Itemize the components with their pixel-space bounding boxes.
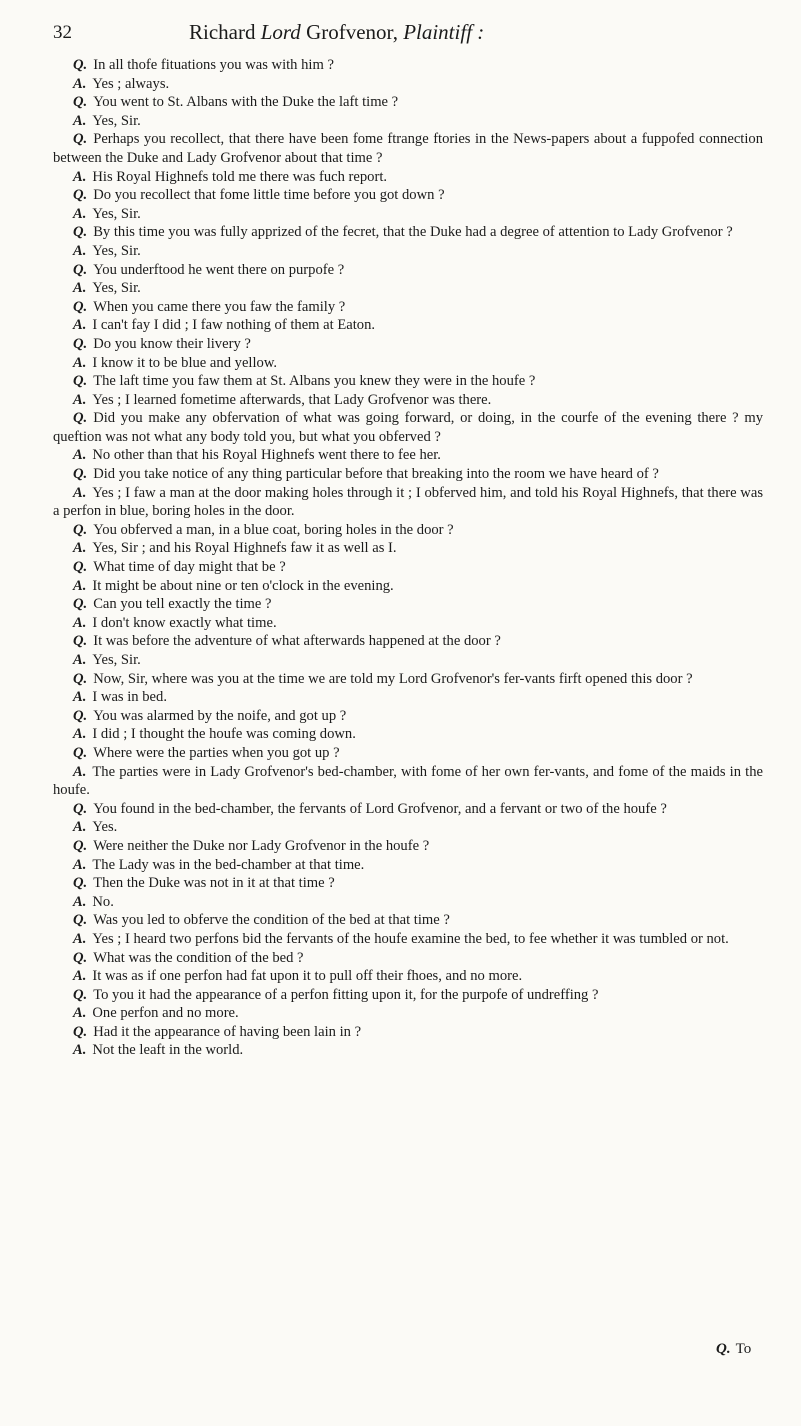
line-text: Yes, Sir.	[92, 205, 141, 222]
question-line	[53, 558, 763, 577]
speaker-label: Q.	[73, 800, 88, 817]
catchword-text: To	[735, 1341, 752, 1357]
catchword-speaker: Q.	[716, 1341, 731, 1357]
line-text: His Royal Highnefs told me there was fuch report.	[92, 168, 388, 185]
line-text: Yes ; I heard two perfons bid the fervants of the houfe examine the bed, to fee whether it was tumbled or not.	[92, 930, 729, 947]
speaker-label: A.	[73, 484, 87, 501]
transcript-body	[53, 56, 763, 1060]
speaker-label: A.	[73, 968, 87, 985]
line-text: Then the Duke was not in it at that time ?	[93, 875, 335, 892]
speaker-label: Q.	[73, 707, 88, 724]
line-text: You underftood he went there on purpofe ?	[93, 261, 345, 278]
line-text: You found in the bed-chamber, the fervants of Lord Grofvenor, and a fervant or two of the houfe ?	[93, 800, 667, 817]
page-number: 32	[53, 22, 72, 43]
line-text: It might be about nine or ten o'clock in the evening.	[92, 577, 394, 594]
answer-line	[53, 446, 763, 465]
speaker-label: A.	[73, 354, 87, 371]
line-text: Had it the appearance of having been lain in ?	[93, 1023, 362, 1040]
speaker-label: Q.	[73, 224, 88, 241]
speaker-label: A.	[73, 447, 87, 464]
question-line	[53, 93, 763, 112]
speaker-label: A.	[73, 930, 87, 947]
speaker-label: Q.	[73, 131, 88, 148]
speaker-label: A.	[73, 614, 87, 631]
line-text: No.	[92, 893, 114, 910]
answer-line	[53, 205, 763, 224]
speaker-label: Q.	[73, 94, 88, 111]
line-text: Yes ; always.	[92, 75, 170, 92]
line-text: Yes ; I learned fometime afterwards, that Lady Grofvenor was there.	[92, 391, 492, 408]
question-line	[53, 707, 763, 726]
question-line	[53, 56, 763, 75]
question-line	[53, 911, 763, 930]
speaker-label: Q.	[73, 744, 88, 761]
line-text: Did you make any obfervation of what was going forward, or doing, in the courfe of the evening there ? my queftion was not what any body told you, but what you obferved ?	[53, 410, 763, 445]
answer-line	[53, 967, 763, 986]
line-text: I was in bed.	[92, 689, 167, 706]
answer-line	[53, 818, 763, 837]
question-line	[53, 744, 763, 763]
question-line	[53, 595, 763, 614]
line-text: Do you recollect that fome little time before you got down ?	[93, 187, 445, 204]
speaker-label: A.	[73, 540, 87, 557]
line-text: What time of day might that be ?	[93, 559, 286, 576]
question-line	[53, 874, 763, 893]
speaker-label: Q.	[73, 1023, 88, 1040]
line-text: You obferved a man, in a blue coat, boring holes in the door ?	[93, 521, 454, 538]
speaker-label: Q.	[73, 875, 88, 892]
question-line	[53, 632, 763, 651]
speaker-label: A.	[73, 168, 87, 185]
line-text: By this time you was fully apprized of the fecret, that the Duke had a degree of attention to Lady Grofvenor ?	[93, 224, 733, 241]
answer-line	[53, 688, 763, 707]
question-line	[53, 298, 763, 317]
speaker-label: Q.	[73, 912, 88, 929]
answer-line	[53, 577, 763, 596]
answer-line	[53, 75, 763, 94]
answer-line	[53, 354, 763, 373]
question-line	[53, 261, 763, 280]
speaker-label: Q.	[73, 57, 88, 73]
title-lord: Lord	[260, 20, 301, 44]
answer-line	[53, 168, 763, 187]
line-text: Now, Sir, where was you at the time we are told my Lord Grofvenor's fer-vants firft opened this door ?	[93, 670, 693, 687]
line-text: Can you tell exactly the time ?	[93, 596, 272, 613]
line-text: No other than that his Royal Highnefs went there to fee her.	[92, 447, 441, 464]
line-text: I did ; I thought the houfe was coming down.	[92, 726, 356, 743]
answer-line	[53, 484, 763, 521]
line-text: You went to St. Albans with the Duke the laft time ?	[93, 94, 399, 111]
speaker-label: Q.	[73, 670, 88, 687]
speaker-label: A.	[73, 112, 87, 129]
speaker-label: Q.	[73, 373, 88, 390]
line-text: Yes.	[92, 819, 118, 836]
line-text: In all thofe fituations you was with him ?	[93, 57, 334, 73]
question-line	[53, 837, 763, 856]
speaker-label: Q.	[73, 521, 88, 538]
answer-line	[53, 279, 763, 298]
line-text: You was alarmed by the noife, and got up ?	[93, 707, 347, 724]
speaker-label: A.	[73, 280, 87, 297]
speaker-label: Q.	[73, 466, 88, 483]
line-text: What was the condition of the bed ?	[93, 949, 304, 966]
line-text: The laft time you faw them at St. Albans you knew they were in the houfe ?	[93, 373, 536, 390]
line-text: Was you led to obferve the condition of the bed at that time ?	[93, 912, 450, 929]
answer-line	[53, 930, 763, 949]
line-text: Yes, Sir.	[92, 242, 141, 259]
speaker-label: A.	[73, 689, 87, 706]
line-text: Yes, Sir.	[92, 112, 141, 129]
running-header	[53, 20, 761, 48]
line-text: I don't know exactly what time.	[92, 614, 277, 631]
speaker-label: A.	[73, 242, 87, 259]
answer-line	[53, 1041, 763, 1060]
line-text: It was before the adventure of what afterwards happened at the door ?	[93, 633, 501, 650]
line-text: Yes, Sir.	[92, 652, 141, 668]
speaker-label: Q.	[73, 986, 88, 1003]
speaker-label: Q.	[73, 949, 88, 966]
line-text: Were neither the Duke nor Lady Grofvenor in the houfe ?	[93, 837, 430, 854]
line-text: I know it to be blue and yellow.	[92, 354, 278, 371]
speaker-label: A.	[73, 1042, 87, 1059]
question-line	[53, 130, 763, 167]
page-title	[189, 20, 484, 45]
answer-line	[53, 651, 763, 670]
line-text: Perhaps you recollect, that there have been fome ftrange ftories in the News-papers about a fuppofed connection between the Duke and Lady Grofvenor about that time ?	[53, 131, 763, 166]
question-line	[53, 1023, 763, 1042]
line-text: Where were the parties when you got up ?	[93, 744, 340, 761]
line-text: Do you know their livery ?	[93, 335, 251, 352]
question-line	[53, 986, 763, 1005]
answer-line	[53, 1004, 763, 1023]
question-line	[53, 372, 763, 391]
speaker-label: Q.	[73, 261, 88, 278]
title-surname: Grofvenor,	[306, 20, 398, 44]
speaker-label: Q.	[73, 187, 88, 204]
speaker-label: A.	[73, 652, 87, 668]
line-text: Yes ; I faw a man at the door making holes through it ; I obferved him, and told his Royal Highnefs, that there was a perfon in blue, boring holes in the door.	[53, 484, 763, 520]
line-text: Did you take notice of any thing particular before that breaking into the room we have heard of ?	[93, 466, 659, 483]
question-line	[53, 670, 763, 689]
speaker-label: A.	[73, 726, 87, 743]
speaker-label: A.	[73, 819, 87, 836]
speaker-label: A.	[73, 893, 87, 910]
line-text: Not the leaft in the world.	[92, 1042, 244, 1059]
speaker-label: Q.	[73, 410, 88, 427]
speaker-label: A.	[73, 391, 87, 408]
answer-line	[53, 856, 763, 875]
question-line	[53, 800, 763, 819]
answer-line	[53, 725, 763, 744]
answer-line	[53, 893, 763, 912]
question-line	[53, 521, 763, 540]
speaker-label: A.	[73, 856, 87, 873]
answer-line	[53, 112, 763, 131]
answer-line	[53, 539, 763, 558]
title-name: Richard	[189, 20, 256, 44]
answer-line	[53, 316, 763, 335]
question-line	[53, 949, 763, 968]
question-line	[53, 223, 763, 242]
question-line	[53, 465, 763, 484]
line-text: Yes, Sir.	[92, 280, 141, 297]
question-line	[53, 335, 763, 354]
speaker-label: A.	[73, 75, 87, 92]
line-text: One perfon and no more.	[92, 1005, 239, 1022]
speaker-label: Q.	[73, 837, 88, 854]
answer-line	[53, 614, 763, 633]
line-text: It was as if one perfon had fat upon it to pull off their fhoes, and no more.	[92, 968, 523, 985]
line-text: To you it had the appearance of a perfon fitting upon it, for the purpofe of undreffing ?	[93, 986, 599, 1003]
speaker-label: A.	[73, 1005, 87, 1022]
line-text: When you came there you faw the family ?	[93, 298, 346, 315]
speaker-label: Q.	[73, 559, 88, 576]
question-line	[53, 186, 763, 205]
line-text: Yes, Sir ; and his Royal Highnefs faw it as well as I.	[92, 540, 397, 557]
question-line	[53, 409, 763, 446]
speaker-label: A.	[73, 763, 87, 780]
speaker-label: Q.	[73, 596, 88, 613]
speaker-label: Q.	[73, 298, 88, 315]
line-text: The Lady was in the bed-chamber at that time.	[92, 856, 365, 873]
speaker-label: Q.	[73, 335, 88, 352]
answer-line	[53, 242, 763, 261]
speaker-label: A.	[73, 205, 87, 222]
speaker-label: Q.	[73, 633, 88, 650]
catchword	[716, 1341, 751, 1358]
title-plaintiff: Plaintiff :	[403, 20, 485, 44]
answer-line	[53, 763, 763, 800]
speaker-label: A.	[73, 317, 87, 334]
speaker-label: A.	[73, 577, 87, 594]
answer-line	[53, 391, 763, 410]
line-text: The parties were in Lady Grofvenor's bed-chamber, with fome of her own fer-vants, and fome of the maids in the houfe.	[53, 763, 763, 799]
line-text: I can't fay I did ; I faw nothing of them at Eaton.	[92, 317, 376, 334]
